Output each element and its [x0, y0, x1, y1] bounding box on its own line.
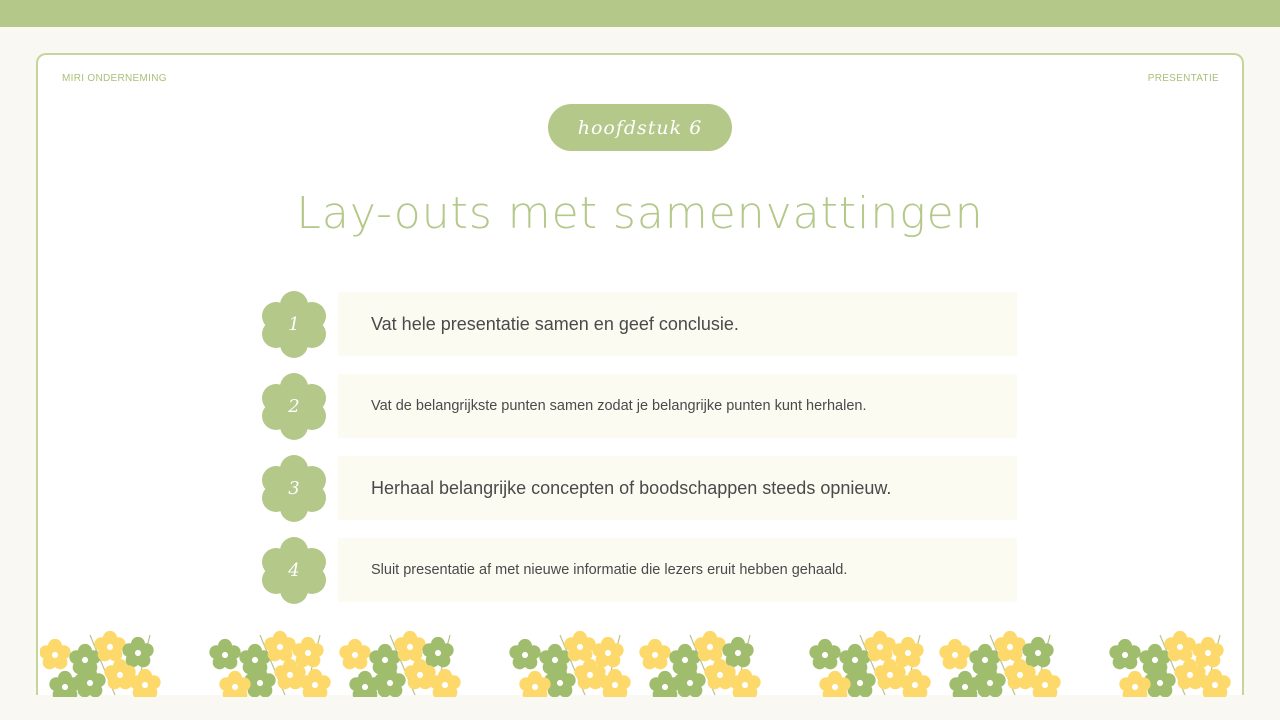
- flower-icon: [509, 639, 540, 669]
- flower-icon: [49, 671, 80, 697]
- page-title: Lay-outs met samenvattingen: [296, 188, 984, 239]
- flower-icon: [1109, 639, 1140, 669]
- bottom-strip: [0, 697, 1280, 720]
- item-number: 2: [288, 395, 300, 417]
- flower-icon: [339, 639, 370, 669]
- flower-number-badge: [262, 372, 326, 440]
- list-item: [262, 290, 1017, 358]
- flower-icon: [639, 639, 670, 669]
- presentation-label: PRESENTATIE: [1147, 73, 1219, 84]
- list-item: [262, 536, 1017, 604]
- item-number: 3: [288, 477, 300, 499]
- flower-icon: [519, 671, 550, 697]
- item-text: Vat hele presentatie samen en geef conclusie.: [338, 292, 1017, 356]
- flower-icon: [209, 639, 240, 669]
- flower-icon: [949, 671, 980, 697]
- item-text: Herhaal belangrijke concepten of boodschappen steeds opnieuw.: [338, 456, 1017, 520]
- item-text: Sluit presentatie af met nieuwe informatie die lezers eruit hebben gehaald.: [338, 538, 1017, 602]
- item-text: Vat de belangrijkste punten samen zodat je belangrijke punten kunt herhalen.: [338, 374, 1017, 438]
- flower-icon: [219, 671, 250, 697]
- flower-border-decoration: [40, 625, 1240, 697]
- flower-icon: [264, 631, 295, 661]
- flower-icon: [349, 671, 380, 697]
- flower-icon: [394, 631, 425, 661]
- list-item: [262, 454, 1017, 522]
- flower-icon: [819, 671, 850, 697]
- flower-icon: [649, 671, 680, 697]
- flower-icon: [864, 631, 895, 661]
- flower-icon: [694, 631, 725, 661]
- flower-icon: [40, 639, 71, 669]
- flower-icon: [94, 631, 125, 661]
- flower-icon: [939, 639, 970, 669]
- flower-icon: [1164, 631, 1195, 661]
- company-name: MIRI ONDERNEMING: [62, 73, 167, 84]
- top-bar: [0, 0, 1280, 27]
- flower-number-badge: [262, 290, 326, 358]
- list-item: [262, 372, 1017, 440]
- flower-icon: [809, 639, 840, 669]
- item-number: 1: [288, 313, 300, 335]
- flower-number-badge: [262, 454, 326, 522]
- chapter-badge: hoofdstuk 6: [548, 104, 732, 151]
- flower-icon: [994, 631, 1025, 661]
- flower-number-badge: [262, 536, 326, 604]
- item-number: 4: [288, 559, 300, 581]
- flower-icon: [1119, 671, 1150, 697]
- flower-icon: [564, 631, 595, 661]
